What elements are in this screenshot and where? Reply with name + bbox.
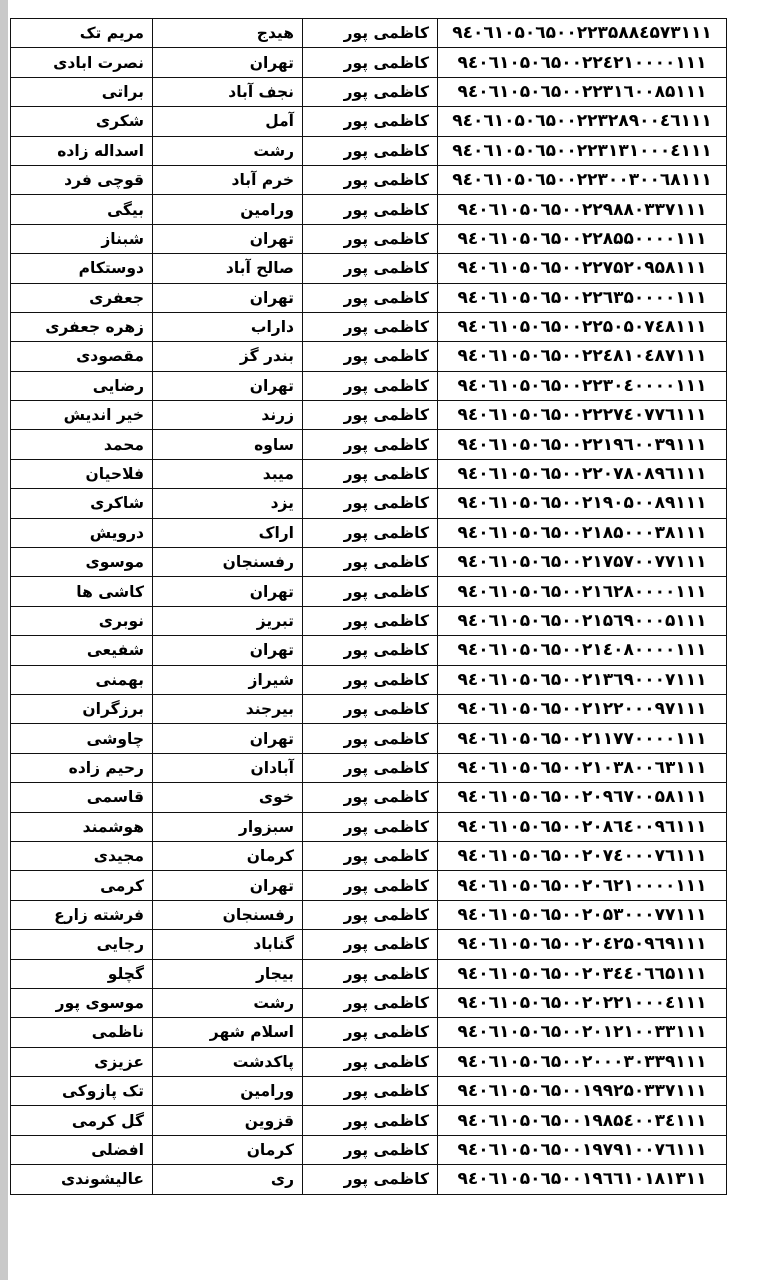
table-row: [11, 342, 727, 371]
city-cell: گناباد: [153, 930, 303, 959]
lastname-cell: بهمنی: [11, 665, 153, 694]
city-cell: اسلام شهر: [153, 1018, 303, 1047]
city-cell: قزوین: [153, 1106, 303, 1135]
code-number-cell: ۹٤۰٦۱۰۵۰٦۵۰۰۲۱۵٦۹۰۰۰۵۱۱۱: [438, 606, 727, 635]
code-number-cell: ۹٤۰٦۱۰۵۰٦۵۰۰۲۲۲۷٤۰۷۷٦۱۱۱: [438, 401, 727, 430]
family-name-cell: کاظمی پور: [303, 459, 438, 488]
lastname-cell: شاکری: [11, 489, 153, 518]
lastname-cell: محمد: [11, 430, 153, 459]
family-name-cell: کاظمی پور: [303, 606, 438, 635]
city-cell: تهران: [153, 871, 303, 900]
city-cell: تهران: [153, 48, 303, 77]
table-row: [11, 930, 727, 959]
table-row: [11, 518, 727, 547]
family-name-cell: کاظمی پور: [303, 136, 438, 165]
family-name-cell: کاظمی پور: [303, 48, 438, 77]
table-row: [11, 724, 727, 753]
city-cell: رفسنجان: [153, 548, 303, 577]
lastname-cell: عزیزی: [11, 1047, 153, 1076]
lastname-cell: مجیدی: [11, 841, 153, 870]
lastname-cell: اسداله زاده: [11, 136, 153, 165]
table-row: [11, 1018, 727, 1047]
lastname-cell: درویش: [11, 518, 153, 547]
code-number-cell: ۹٤۰٦۱۰۵۰٦۵۰۰۲۰۸٦٤۰۰۹٦۱۱۱: [438, 812, 727, 841]
family-name-cell: کاظمی پور: [303, 665, 438, 694]
city-cell: تهران: [153, 724, 303, 753]
city-cell: رشت: [153, 988, 303, 1017]
family-name-cell: کاظمی پور: [303, 401, 438, 430]
code-number-cell: ۹٤۰٦۱۰۵۰٦۵۰۰۲۱۸۵۰۰۰۳۸۱۱۱: [438, 518, 727, 547]
city-cell: تهران: [153, 224, 303, 253]
code-number-cell: ۹٤۰٦۱۰۵۰٦۵۰۰۲۰٦۲۱۰۰۰۰۱۱۱: [438, 871, 727, 900]
code-number-cell: ۹٤۰٦۱۰۵۰٦۵۰۰۲۰۵۳۰۰۰۷۷۱۱۱: [438, 900, 727, 929]
code-number-cell: ۹٤۰٦۱۰۵۰٦۵۰۰۱۹۸۵٤۰۰۳٤۱۱۱: [438, 1106, 727, 1135]
table-row: [11, 606, 727, 635]
table-row: [11, 489, 727, 518]
table-row: [11, 224, 727, 253]
table-row: [11, 1047, 727, 1076]
city-cell: شیراز: [153, 665, 303, 694]
table-row: [11, 371, 727, 400]
code-number-cell: ۹٤۰٦۱۰۵۰٦۵۰۰۲۱۳٦۹۰۰۰۷۱۱۱: [438, 665, 727, 694]
code-number-cell: ۹٤۰٦۱۰۵۰٦۵۰۰۲۲۱۹٦۰۰۳۹۱۱۱: [438, 430, 727, 459]
table-row: [11, 254, 727, 283]
code-number-cell: ۹٤۰٦۱۰۵۰٦۵۰۰۲۰٤۲۵۰۹٦۹۱۱۱: [438, 930, 727, 959]
family-name-cell: کاظمی پور: [303, 577, 438, 606]
table-row: [11, 1106, 727, 1135]
lastname-cell: شکری: [11, 107, 153, 136]
lastname-cell: شبناز: [11, 224, 153, 253]
table-row: [11, 636, 727, 665]
family-name-cell: کاظمی پور: [303, 1135, 438, 1164]
family-name-cell: کاظمی پور: [303, 636, 438, 665]
table-row: [11, 1165, 727, 1194]
code-number-cell: ۹٤۰٦۱۰۵۰٦۵۰۰۲۲۳۰٤۰۰۰۰۱۱۱: [438, 371, 727, 400]
city-cell: تبریز: [153, 606, 303, 635]
table-row: [11, 783, 727, 812]
table-row: [11, 812, 727, 841]
table-row: [11, 195, 727, 224]
code-number-cell: ۹٤۰٦۱۰۵۰٦۵۰۰۲۲٤۲۱۰۰۰۰۱۱۱: [438, 48, 727, 77]
lastname-cell: ناظمی: [11, 1018, 153, 1047]
records-table-body: [11, 19, 727, 1195]
code-number-cell: ۹٤۰٦۱۰۵۰٦۵۰۰۲۰۰۰۳۰۳۳۹۱۱۱: [438, 1047, 727, 1076]
table-row: [11, 459, 727, 488]
code-number-cell: ۹٤۰٦۱۰۵۰٦۵۰۰۲۱۲۲۰۰۰۹۷۱۱۱: [438, 694, 727, 723]
family-name-cell: کاظمی پور: [303, 254, 438, 283]
code-number-cell: ۹٤۰٦۱۰۵۰٦۵۰۰۲۲۳۱۳۱۰۰۰٤۱۱۱: [438, 136, 727, 165]
table-row: [11, 665, 727, 694]
family-name-cell: کاظمی پور: [303, 1165, 438, 1194]
city-cell: رشت: [153, 136, 303, 165]
lastname-cell: شفیعی: [11, 636, 153, 665]
lastname-cell: تک پازوکی: [11, 1077, 153, 1106]
city-cell: تهران: [153, 283, 303, 312]
city-cell: پاکدشت: [153, 1047, 303, 1076]
code-number-cell: ۹٤۰٦۱۰۵۰٦۵۰۰۲۱۷۵۷۰۰۷۷۱۱۱: [438, 548, 727, 577]
table-row: [11, 577, 727, 606]
lastname-cell: قوچی فرد: [11, 165, 153, 194]
table-row: [11, 841, 727, 870]
lastname-cell: هوشمند: [11, 812, 153, 841]
code-number-cell: ۹٤۰٦۱۰۵۰٦۵۰۰۲۰۲۲۱۰۰۰٤۱۱۱: [438, 988, 727, 1017]
lastname-cell: نوبری: [11, 606, 153, 635]
city-cell: بیجار: [153, 959, 303, 988]
table-row: [11, 48, 727, 77]
city-cell: آبادان: [153, 753, 303, 782]
family-name-cell: کاظمی پور: [303, 77, 438, 106]
code-number-cell: ۹٤۰٦۱۰۵۰٦۵۰۰۱۹۹۲۵۰۳۳۷۱۱۱: [438, 1077, 727, 1106]
table-row: [11, 19, 727, 48]
code-number-cell: ۹٤۰٦۱۰۵۰٦۵۰۰۲۲۳۱٦۰۰۸۵۱۱۱: [438, 77, 727, 106]
family-name-cell: کاظمی پور: [303, 1077, 438, 1106]
lastname-cell: کاشی ها: [11, 577, 153, 606]
family-name-cell: کاظمی پور: [303, 812, 438, 841]
city-cell: ورامین: [153, 1077, 303, 1106]
city-cell: کرمان: [153, 1135, 303, 1164]
city-cell: سبزوار: [153, 812, 303, 841]
city-cell: یزد: [153, 489, 303, 518]
code-number-cell: ۹٤۰٦۱۰۵۰٦۵۰۰۲۲۹۸۸۰۳۳۷۱۱۱: [438, 195, 727, 224]
code-number-cell: ۹٤۰٦۱۰۵۰٦۵۰۰۲۲٦۳۵۰۰۰۰۱۱۱: [438, 283, 727, 312]
lastname-cell: خیر اندیش: [11, 401, 153, 430]
document-page: [10, 18, 726, 1195]
code-number-cell: ۹٤۰٦۱۰۵۰٦۵۰۰۲۱۰۳۸۰۰٦۳۱۱۱: [438, 753, 727, 782]
records-table: [10, 18, 727, 1195]
city-cell: زرند: [153, 401, 303, 430]
table-row: [11, 77, 727, 106]
city-cell: ری: [153, 1165, 303, 1194]
city-cell: آمل: [153, 107, 303, 136]
table-row: [11, 548, 727, 577]
table-row: [11, 107, 727, 136]
lastname-cell: کرمی: [11, 871, 153, 900]
code-number-cell: ۹٤۰٦۱۰۵۰٦۵۰۰۲۲۳۰۰۳۰۰٦۸۱۱۱: [438, 165, 727, 194]
lastname-cell: رجایی: [11, 930, 153, 959]
family-name-cell: کاظمی پور: [303, 430, 438, 459]
table-row: [11, 871, 727, 900]
family-name-cell: کاظمی پور: [303, 489, 438, 518]
lastname-cell: براتی: [11, 77, 153, 106]
family-name-cell: کاظمی پور: [303, 841, 438, 870]
family-name-cell: کاظمی پور: [303, 753, 438, 782]
lastname-cell: جعفری: [11, 283, 153, 312]
city-cell: ساوه: [153, 430, 303, 459]
city-cell: کرمان: [153, 841, 303, 870]
family-name-cell: کاظمی پور: [303, 518, 438, 547]
family-name-cell: کاظمی پور: [303, 548, 438, 577]
family-name-cell: کاظمی پور: [303, 371, 438, 400]
family-name-cell: کاظمی پور: [303, 195, 438, 224]
family-name-cell: کاظمی پور: [303, 959, 438, 988]
table-row: [11, 283, 727, 312]
city-cell: میبد: [153, 459, 303, 488]
code-number-cell: ۹٤۰٦۱۰۵۰٦۵۰۰۲۰۷٤۰۰۰۷٦۱۱۱: [438, 841, 727, 870]
lastname-cell: رضایی: [11, 371, 153, 400]
family-name-cell: کاظمی پور: [303, 871, 438, 900]
lastname-cell: فلاحیان: [11, 459, 153, 488]
family-name-cell: کاظمی پور: [303, 900, 438, 929]
city-cell: خوی: [153, 783, 303, 812]
family-name-cell: کاظمی پور: [303, 312, 438, 341]
table-row: [11, 1135, 727, 1164]
table-row: [11, 1077, 727, 1106]
lastname-cell: قاسمی: [11, 783, 153, 812]
table-row: [11, 312, 727, 341]
table-row: [11, 988, 727, 1017]
lastname-cell: بیگی: [11, 195, 153, 224]
family-name-cell: کاظمی پور: [303, 1106, 438, 1135]
city-cell: بیرجند: [153, 694, 303, 723]
family-name-cell: کاظمی پور: [303, 1047, 438, 1076]
table-row: [11, 430, 727, 459]
city-cell: ورامین: [153, 195, 303, 224]
lastname-cell: موسوی پور: [11, 988, 153, 1017]
lastname-cell: زهره جعفری: [11, 312, 153, 341]
lastname-cell: گچلو: [11, 959, 153, 988]
family-name-cell: کاظمی پور: [303, 694, 438, 723]
family-name-cell: کاظمی پور: [303, 783, 438, 812]
code-number-cell: ۹٤۰٦۱۰۵۰٦۵۰۰۲۰۹٦۷۰۰۵۸۱۱۱: [438, 783, 727, 812]
family-name-cell: کاظمی پور: [303, 165, 438, 194]
code-number-cell: ۹٤۰٦۱۰۵۰٦۵۰۰۲۲٤۸۱۰٤۸۷۱۱۱: [438, 342, 727, 371]
lastname-cell: دوستکام: [11, 254, 153, 283]
lastname-cell: فرشته زارع: [11, 900, 153, 929]
lastname-cell: مقصودی: [11, 342, 153, 371]
city-cell: صالح آباد: [153, 254, 303, 283]
code-number-cell: ۹٤۰٦۱۰۵۰٦۵۰۰۲۲۵۰۵۰۷٤۸۱۱۱: [438, 312, 727, 341]
table-row: [11, 401, 727, 430]
lastname-cell: رحیم زاده: [11, 753, 153, 782]
lastname-cell: افضلی: [11, 1135, 153, 1164]
city-cell: رفسنجان: [153, 900, 303, 929]
city-cell: هیدج: [153, 19, 303, 48]
city-cell: خرم آباد: [153, 165, 303, 194]
city-cell: تهران: [153, 636, 303, 665]
city-cell: نجف آباد: [153, 77, 303, 106]
family-name-cell: کاظمی پور: [303, 107, 438, 136]
lastname-cell: موسوی: [11, 548, 153, 577]
family-name-cell: کاظمی پور: [303, 724, 438, 753]
family-name-cell: کاظمی پور: [303, 342, 438, 371]
city-cell: تهران: [153, 577, 303, 606]
city-cell: تهران: [153, 371, 303, 400]
code-number-cell: ۹٤۰٦۱۰۵۰٦۵۰۰۲۲۷۵۲۰۹۵۸۱۱۱: [438, 254, 727, 283]
family-name-cell: کاظمی پور: [303, 1018, 438, 1047]
code-number-cell: ۹٤۰٦۱۰۵۰٦۵۰۰۱۹۷۹۱۰۰۷٦۱۱۱: [438, 1135, 727, 1164]
code-number-cell: ۹٤۰٦۱۰۵۰٦۵۰۰۲۱۹۰۵۰۰۸۹۱۱۱: [438, 489, 727, 518]
lastname-cell: برزگران: [11, 694, 153, 723]
lastname-cell: گل کرمی: [11, 1106, 153, 1135]
table-row: [11, 900, 727, 929]
code-number-cell: ۹٤۰٦۱۰۵۰٦۵۰۰۱۹٦٦۱۰۱۸۱۳۱۱: [438, 1165, 727, 1194]
lastname-cell: مریم تک: [11, 19, 153, 48]
family-name-cell: کاظمی پور: [303, 19, 438, 48]
city-cell: اراک: [153, 518, 303, 547]
code-number-cell: ۹٤۰٦۱۰۵۰٦۵۰۰۲۲۸۵۵۰۰۰۰۱۱۱: [438, 224, 727, 253]
table-row: [11, 165, 727, 194]
code-number-cell: ۹٤۰٦۱۰۵۰٦۵۰۰۲۲۳۲۸۹۰۰٤٦۱۱۱: [438, 107, 727, 136]
lastname-cell: چاوشی: [11, 724, 153, 753]
family-name-cell: کاظمی پور: [303, 930, 438, 959]
lastname-cell: نصرت ابادی: [11, 48, 153, 77]
scan-edge-strip: [0, 0, 8, 1280]
table-row: [11, 136, 727, 165]
code-number-cell: ۹٤۰٦۱۰۵۰٦۵۰۰۲۱٦۲۸۰۰۰۰۱۱۱: [438, 577, 727, 606]
code-number-cell: ۹٤۰٦۱۰۵۰٦۵۰۰۲۱۱۷۷۰۰۰۰۱۱۱: [438, 724, 727, 753]
family-name-cell: کاظمی پور: [303, 224, 438, 253]
table-row: [11, 753, 727, 782]
code-number-cell: ۹٤۰٦۱۰۵۰٦۵۰۰۲۲۳۵۸۸٤۵۷۳۱۱۱: [438, 19, 727, 48]
table-row: [11, 959, 727, 988]
lastname-cell: عالیشوندی: [11, 1165, 153, 1194]
city-cell: داراب: [153, 312, 303, 341]
code-number-cell: ۹٤۰٦۱۰۵۰٦۵۰۰۲۲۰۷۸۰۸۹٦۱۱۱: [438, 459, 727, 488]
city-cell: بندر گز: [153, 342, 303, 371]
code-number-cell: ۹٤۰٦۱۰۵۰٦۵۰۰۲۰۱۲۱۰۰۳۳۱۱۱: [438, 1018, 727, 1047]
code-number-cell: ۹٤۰٦۱۰۵۰٦۵۰۰۲۰۳٤٤۰٦٦۵۱۱۱: [438, 959, 727, 988]
family-name-cell: کاظمی پور: [303, 283, 438, 312]
family-name-cell: کاظمی پور: [303, 988, 438, 1017]
table-row: [11, 694, 727, 723]
code-number-cell: ۹٤۰٦۱۰۵۰٦۵۰۰۲۱٤۰۸۰۰۰۰۱۱۱: [438, 636, 727, 665]
